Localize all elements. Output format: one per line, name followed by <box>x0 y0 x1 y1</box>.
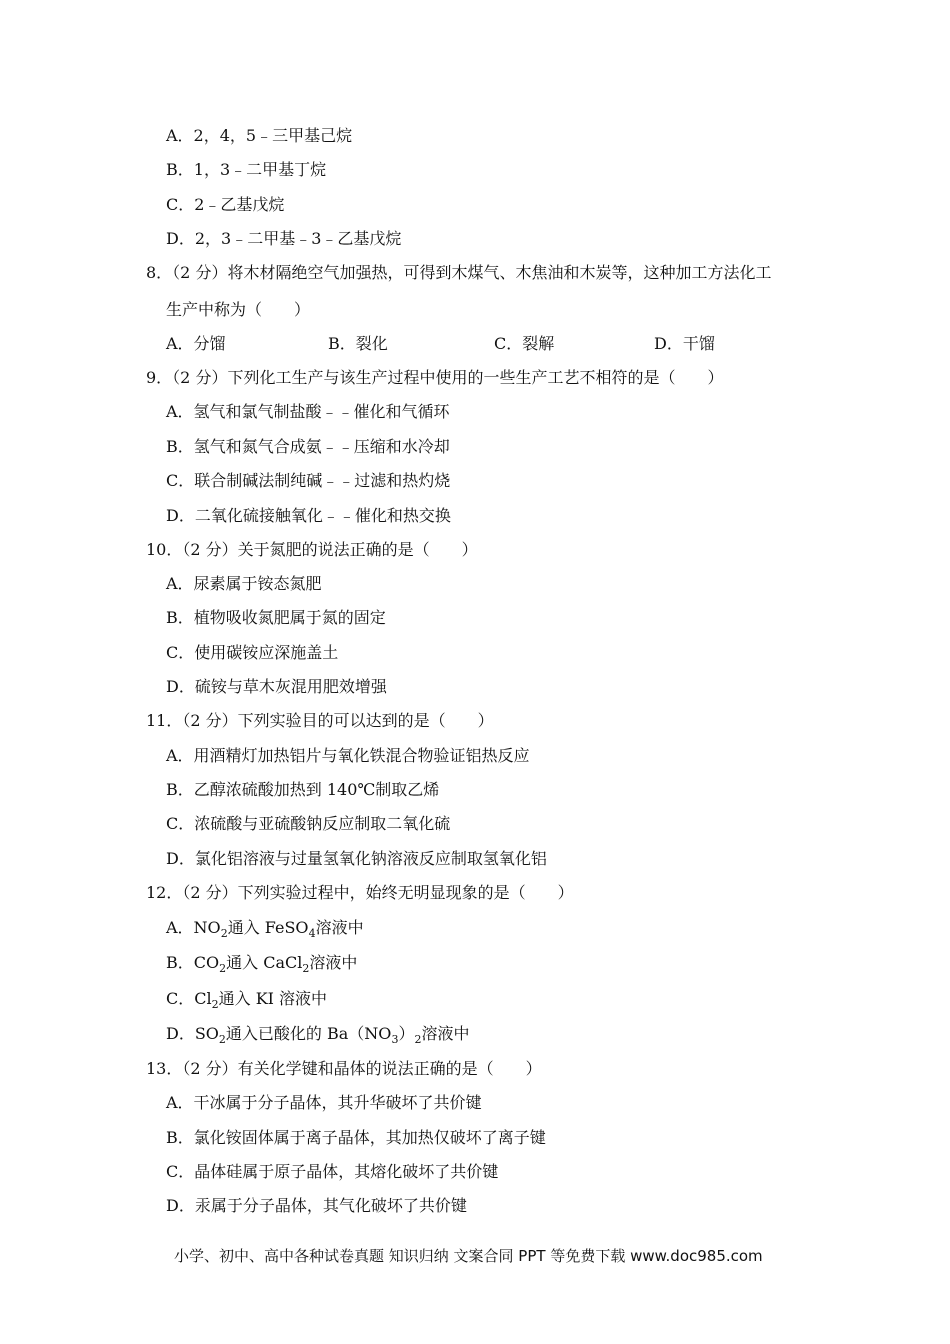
q12-option-b: B．$CO_2$通入 CaCl$_2$溶液中 <box>166 953 358 975</box>
q11-option-b: B．乙醇浓硫酸加热到 140℃制取乙烯 <box>166 780 440 799</box>
q11-option-c: C．浓硫酸与亚硫酸钠反应制取二氧化硫 <box>166 814 451 833</box>
q8-option-c: C．裂解 <box>494 334 555 353</box>
q11-option-a: A．用酒精灯加热铝片与氧化铁混合物验证铝热反应 <box>166 746 530 765</box>
q13-option-a: A．干冰属于分子晶体，其升华破坏了共价键 <box>166 1093 482 1112</box>
q9-option-d: D．二氧化硫接触氧化﹣﹣催化和热交换 <box>166 506 451 525</box>
q11-stem: 11．（2 分）下列实验目的可以达到的是（ ） <box>146 711 494 730</box>
q9-stem: 9．（2 分）下列化工生产与该生产过程中使用的一些生产工艺不相符的是（ ） <box>146 368 724 387</box>
q10-option-b: B．植物吸收氮肥属于氮的固定 <box>166 608 386 627</box>
q7-option-c: C．2﹣乙基戊烷 <box>166 195 285 214</box>
q8-option-d: D．干馏 <box>654 334 715 353</box>
q7-option-b: B．1，3﹣二甲基丁烷 <box>166 160 327 179</box>
q8-options-row <box>166 333 766 355</box>
q10-stem: 10．（2 分）关于氮肥的说法正确的是（ ） <box>146 540 478 559</box>
q11-option-d: D．氯化铝溶液与过量氢氧化钠溶液反应制取氢氧化铝 <box>166 849 547 868</box>
q7-option-a: A．2，4，5﹣三甲基己烷 <box>166 126 353 145</box>
q12-option-a: A．$NO_2$通入 FeSO$_4$溶液中 <box>166 918 364 940</box>
q12-option-c: C．$Cl_2$通入 KI 溶液中 <box>166 989 328 1011</box>
q9-option-b: B．氢气和氮气合成氨﹣﹣压缩和水冷却 <box>166 437 450 456</box>
q8-option-b: B．裂化 <box>328 334 388 353</box>
q9-option-a: A．氢气和氯气制盐酸﹣﹣催化和气循环 <box>166 402 450 421</box>
q10-option-a: A．尿素属于铵态氮肥 <box>166 574 322 593</box>
q13-option-c: C．晶体硅属于原子晶体，其熔化破坏了共价键 <box>166 1162 499 1181</box>
q12-option-d: D．$SO_2$通入已酸化的 $Ba(NO_3)_2$溶液中 <box>166 1024 470 1046</box>
q7-option-d: D．2，3﹣二甲基﹣3﹣乙基戊烷 <box>166 229 402 248</box>
q13-option-d: D．汞属于分子晶体，其气化破坏了共价键 <box>166 1196 467 1215</box>
q8-stem-line2: 生产中称为（ ） <box>166 300 311 319</box>
page-footer: 小学、初中、高中各种试卷真题 知识归纳 文案合同 PPT 等免费下载 www.doc985.com <box>174 1247 763 1265</box>
q10-option-d: D．硫铵与草木灰混用肥效增强 <box>166 677 387 696</box>
q13-stem: 13．（2 分）有关化学键和晶体的说法正确的是（ ） <box>146 1059 542 1078</box>
q10-option-c: C．使用碳铵应深施盖土 <box>166 643 339 662</box>
q8-stem-line1: 8．（2 分）将木材隔绝空气加强热，可得到木煤气、木焦油和木炭等，这种加工方法化工 <box>146 263 772 282</box>
q13-option-b: B．氯化铵固体属于离子晶体，其加热仅破坏了离子键 <box>166 1128 546 1147</box>
q8-option-a: A．分馏 <box>166 334 226 353</box>
q12-stem: 12．（2 分）下列实验过程中，始终无明显现象的是（ ） <box>146 883 574 902</box>
q9-option-c: C．联合制碱法制纯碱﹣﹣过滤和热灼烧 <box>166 471 451 490</box>
